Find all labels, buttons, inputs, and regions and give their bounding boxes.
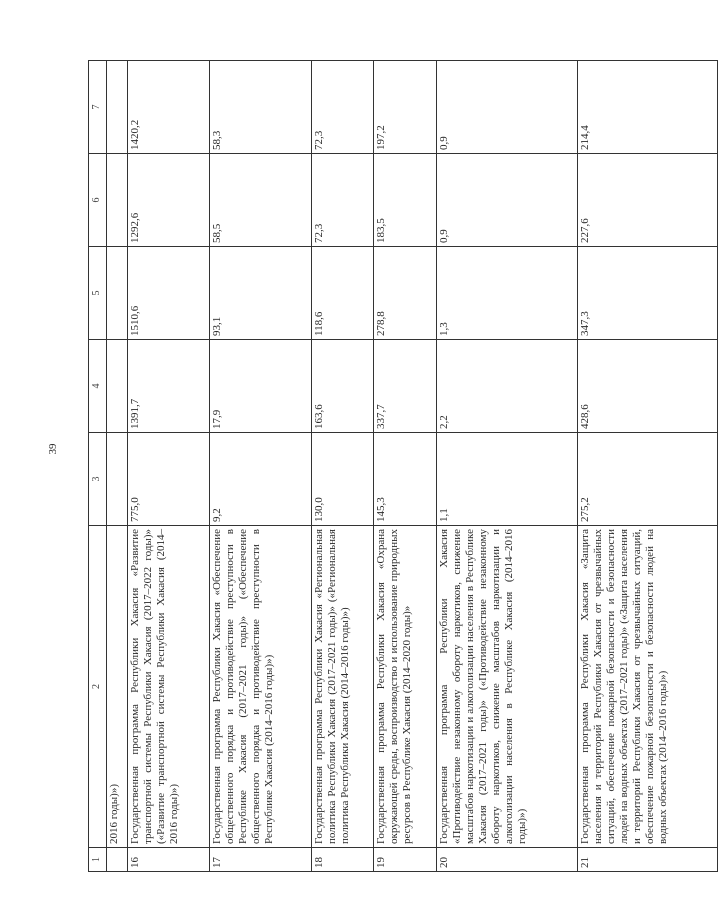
value-cell: 58,5 xyxy=(210,154,312,247)
value-cell: 2,2 xyxy=(437,340,577,433)
table-row xyxy=(577,61,717,872)
program-name: Государственная программа Республики Хакасия «Защита населения и территорий Республики Хакасия от чрезвычайных ситуаций, обеспечение пожарной безопасности и безопасности людей на водных объектах (2017–2021 годы)» («Защита населения и территорий Республики Хакасия от чрезвычайных ситуаций, обеспечение пожарной безопасности и безопасности людей на водных объектах (2014–2016 годы)») xyxy=(577,526,717,848)
table-row xyxy=(210,61,312,872)
value-cell: 0,9 xyxy=(437,154,577,247)
value-cell: 130,0 xyxy=(311,433,374,526)
program-name: Государственная программа Республики Хакасия «Развитие транспортной системы Республики Хакасия (2017–2022 годы)» («Развитие транспортной системы Республики Хакасия (2014–2016 годы)») xyxy=(128,526,210,848)
column-header: 5 xyxy=(89,247,107,340)
value-cell: 1510,6 xyxy=(128,247,210,340)
table-row xyxy=(128,61,210,872)
value-cell: 1,1 xyxy=(437,433,577,526)
value-cell: 145,3 xyxy=(374,433,437,526)
value-cell: 197,2 xyxy=(374,61,437,154)
column-header: 7 xyxy=(89,61,107,154)
column-header: 2 xyxy=(89,526,107,848)
value-cell: 93,1 xyxy=(210,247,312,340)
column-header: 1 xyxy=(89,848,107,872)
value-cell: 1292,6 xyxy=(128,154,210,247)
value-cell: 347,3 xyxy=(577,247,717,340)
row-number: 17 xyxy=(210,848,312,872)
row-number: 16 xyxy=(128,848,210,872)
program-name: Государственная программа Республики Хакасия «Охрана окружающей среды, воспроизводство и использование природных ресурсов в Республике Хакасия (2014–2020 годы)» xyxy=(374,526,437,848)
value-cell: 163,6 xyxy=(311,340,374,433)
value-cell: 72,3 xyxy=(311,154,374,247)
budget-table xyxy=(88,60,718,872)
value-cell: 278,8 xyxy=(374,247,437,340)
column-header: 4 xyxy=(89,340,107,433)
table-row xyxy=(311,61,374,872)
value-cell: 183,5 xyxy=(374,154,437,247)
value-cell: 1420,2 xyxy=(128,61,210,154)
continuation-row xyxy=(107,61,128,872)
program-name: Государственная программа Республики Хакасия «Обеспечение общественного порядка и противодействие преступности в Республике Хакасия (2017–2021 годы)» («Обеспечение общественного порядка и противодействие преступности в Республике Хакасия (2014–2016 годы)») xyxy=(210,526,312,848)
value-cell: 775,0 xyxy=(128,433,210,526)
row-number: 20 xyxy=(437,848,577,872)
row-number: 19 xyxy=(374,848,437,872)
header-row xyxy=(89,61,107,872)
column-header: 3 xyxy=(89,433,107,526)
value-cell: 1,3 xyxy=(437,247,577,340)
program-name: Государственная программа Республики Хакасия «Противодействие незаконному обороту наркотиков, снижение масштабов наркотизации и алкоголизации населения в Республике Хакасия (2017–2021 годы)» («Противодействие незаконному обороту наркотиков, снижение масштабов наркотизации и алкоголизации населения в Республике Хакасия (2014–2016 годы)») xyxy=(437,526,577,848)
row-number: 21 xyxy=(577,848,717,872)
value-cell: 214,4 xyxy=(577,61,717,154)
column-header: 6 xyxy=(89,154,107,247)
value-cell: 275,2 xyxy=(577,433,717,526)
value-cell: 337,7 xyxy=(374,340,437,433)
value-cell: 17,9 xyxy=(210,340,312,433)
value-cell: 0,9 xyxy=(437,61,577,154)
value-cell: 58,3 xyxy=(210,61,312,154)
program-name: Государственная программа Республики Хакасия «Региональная политика Республики Хакасия (2017–2021 годы)» («Региональная политика Республики Хакасия (2014–2016 годы)») xyxy=(311,526,374,848)
value-cell: 227,6 xyxy=(577,154,717,247)
table-row xyxy=(374,61,437,872)
value-cell: 72,3 xyxy=(311,61,374,154)
value-cell: 1391,7 xyxy=(128,340,210,433)
table-row xyxy=(437,61,577,872)
row-number: 18 xyxy=(311,848,374,872)
page-number: 39 xyxy=(47,443,59,455)
value-cell: 118,6 xyxy=(311,247,374,340)
rotated-page xyxy=(80,60,720,890)
continuation-text: 2016 годы)») xyxy=(107,526,128,848)
value-cell: 428,6 xyxy=(577,340,717,433)
value-cell: 9,2 xyxy=(210,433,312,526)
